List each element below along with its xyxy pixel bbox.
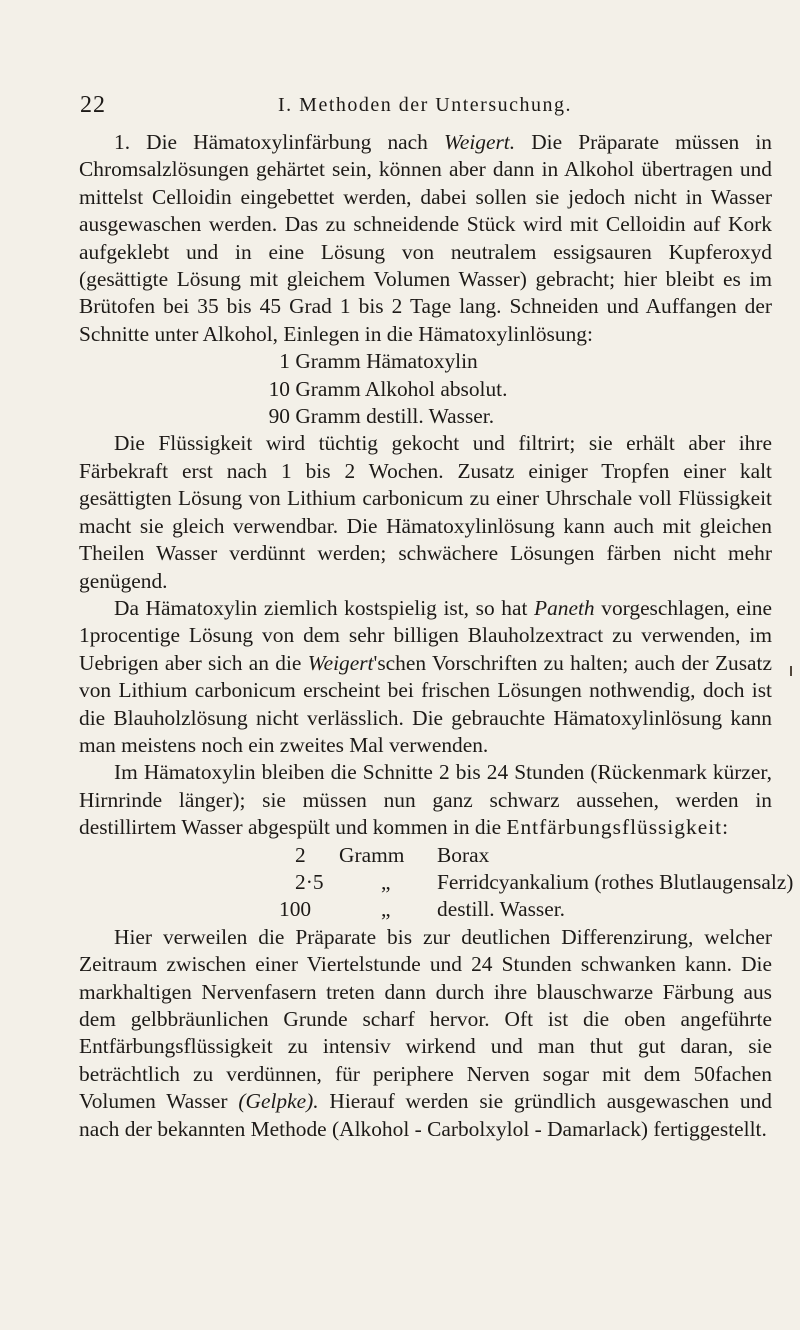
paragraph-1-text-a: 1. Die Hämatoxylinfärbung nach: [114, 130, 444, 154]
recipe-unit: Gramm: [339, 842, 405, 867]
recipe-substance: Ferridcyankalium (rothes Blutlaugensalz): [437, 869, 794, 894]
page-header: [80, 92, 770, 122]
recipe-substance: Borax: [437, 842, 490, 867]
paragraph-5-text-b: Hierauf werden sie gründlich ausgewaschen und nach der bekannten Methode (Alkohol - Carbolxylol - Damarlack) fertiggestellt.: [79, 1089, 772, 1141]
recipe-line: [79, 403, 772, 430]
paragraph-differentiation: [79, 924, 772, 1143]
recipe-unit: Gramm: [295, 376, 361, 401]
author-name-weigert: Weigert.: [443, 130, 516, 154]
recipe-unit-ditto: „: [381, 869, 391, 894]
recipe-line: [79, 842, 772, 869]
recipe-substance: destill. Wasser.: [437, 897, 565, 922]
recipe-line: [79, 348, 772, 375]
paragraph-5-text-a: Hier verweilen die Präparate bis zur deutlichen Differenzirung, welcher Zeitraum zwischen einer Viertelstunde und 24 Stunden schwanken kann. Die markhaltigen Nervenfasern treten dann durch ihre blauschwarze Färbung aus dem gelbbräunlichen Grunde scharf hervor. Oft ist die oben angeführte Entfärbungsflüssigkeit zu intensiv wirkend und man thut gut daran, sie beträchtlich zu verdünnen, für periphere Nerven sogar mit dem 50fachen Volumen Wasser: [79, 924, 772, 1114]
recipe-quantity: 1: [279, 349, 290, 374]
page-number: 22: [80, 92, 106, 118]
author-name-weigert: Weigert: [307, 650, 374, 675]
paragraph-3-text-a: Da Hämatoxylin ziemlich kostspielig ist, so hat: [114, 595, 535, 620]
paragraph-staining-duration: [79, 759, 772, 841]
body-text: [79, 129, 794, 1143]
recipe-hematoxylin-solution: [79, 348, 772, 430]
recipe-quantity: 2·5: [295, 869, 324, 894]
recipe-line: [79, 869, 794, 896]
recipe-unit-ditto: „: [381, 897, 391, 922]
paragraph-hematoxylin-staining: [79, 129, 772, 348]
paragraph-solution-preparation: Die Flüssigkeit wird tüchtig gekocht und filtrirt; sie erhält aber ihre Färbekraft erst nach 1 bis 2 Wochen. Zusatz einiger Tropfen einer kalt gesättigten Lösung von Lithium carbonicum zu einer Uhrschale voll Flüssigkeit macht sie gleich verwendbar. Die Hämatoxylinlösung kann auch mit gleichen Theilen Wasser verdünnt werden; schwächere Lösungen färben nicht mehr genügend.: [79, 431, 772, 593]
recipe-quantity: 90: [268, 404, 290, 429]
recipe-line: [79, 896, 772, 923]
paragraph-logwood-extract: [79, 595, 772, 759]
recipe-quantity: 100: [279, 897, 312, 922]
recipe-unit: Gramm: [295, 349, 361, 374]
paragraph-3-text-b: vorgeschlagen, eine 1procentige Lösung von dem sehr billigen Blauholzextract zu verwenden, im Uebrigen aber sich an die: [79, 595, 772, 675]
author-name-gelpke: (Gelpke).: [238, 1089, 319, 1114]
recipe-decolorizing-fluid: [79, 842, 794, 924]
recipe-substance: Hämatoxylin: [366, 349, 478, 374]
margin-mark: [790, 666, 792, 676]
paragraph-1-text-b: Die Präparate müssen in Chromsalzlösungen gehärtet sein, können aber dann in Alkohol übertragen und mittelst Celloidin eingebettet werden, dabei sollen sie jedoch nicht in Wasser ausgewaschen werden. Das zu schneidende Stück wird mit Celloidin auf Kork aufgeklebt und in eine Lösung von neutralem essigsauren Kupferoxyd (gesättigte Lösung mit gleichem Volumen Wasser) gebracht; hier bleibt es im Brütofen bei 35 bis 45 Grad 1 bis 2 Tage lang. Schneiden und Auffangen der Schnitte unter Alkohol, Einlegen in die Hämatoxylinlösung:: [79, 130, 773, 346]
recipe-substance: destill. Wasser.: [366, 404, 495, 429]
recipe-substance: Alkohol absolut.: [364, 376, 508, 401]
recipe-line: [79, 376, 772, 403]
running-head: I. Methoden der Untersuchung.: [278, 94, 572, 116]
term-decolorizing-fluid: Entfärbungsflüssigkeit:: [506, 815, 730, 840]
recipe-unit: Gramm: [295, 404, 361, 429]
recipe-quantity: 10: [268, 376, 290, 401]
author-name-paneth: Paneth: [534, 595, 595, 620]
paragraph-4-text: Im Hämatoxylin bleiben die Schnitte 2 bis 24 Stunden (Rückenmark kürzer, Hirnrinde länger); sie müssen nun ganz schwarz aussehen, werden in destillirtem Wasser abgespült und kommen in die: [79, 760, 772, 840]
recipe-quantity: 2: [295, 842, 306, 867]
paragraph-3-text-c: 'schen Vorschriften zu halten; auch der Zusatz von Lithium carbonicum erscheint bei frischen Lösungen nothwendig, doch ist die Blauholzlösung nicht verlässlich. Die gebrauchte Hämatoxylinlösung kann man meistens noch ein zweites Mal verwenden.: [79, 650, 772, 757]
